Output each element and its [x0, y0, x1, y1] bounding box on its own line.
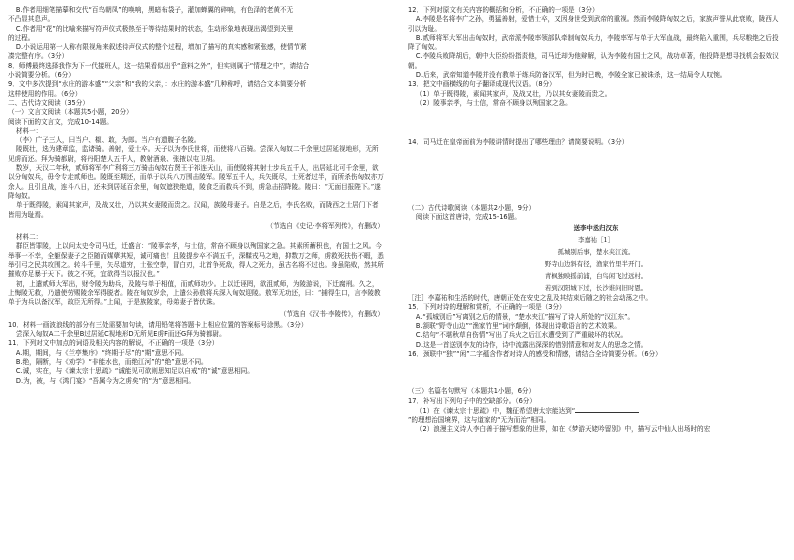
question-11: 11．下列对文中加点的词语及相关内容的解说，不正确的一项是（3分）	[8, 339, 219, 348]
subsection-heading: （一）文言文阅读（本题共5小题，20分）	[8, 108, 133, 117]
option-c: C.李陵兵败降胡后，朝中大臣纷纷指责他，司马迁却为他辩解，认为李陵有国士之风，战功卓著，他投降是想寻找机会报效汉朝。	[408, 52, 779, 70]
question-8: 8．师傅最终选择我作为下一代接班人，这一结果看似出乎“意料之外”，但实则属于“情理之中”，请结合	[8, 61, 310, 70]
poem-note: ［注］李嘉祐和生活的时代，唐朝正处在安史之乱及其结束后随之的社会动荡之中。	[408, 294, 652, 303]
source-citation: （节选自《汉书·李陵传》，有删改）	[279, 309, 384, 318]
option-a: A.“孤城别后”写离别之后的情景，“楚水夹江”描写了诗人所处的“汉江东”。	[415, 312, 635, 321]
material-paragraph: 初，上遣贰师大军出，财令陵为助兵，及陵与单于相值，而贰师功少。上以迁诬罔，欲沮贰师，为陵游说，下迁腐刑。久之，上悔陵无救，乃遣使劳赐陵余军得脱者。陵在匈奴岁余，上遣公孙敖将兵深入匈奴迎陵。敖军无功还，曰：“捕得生口，言李陵教单于为兵以备汉军，故臣无所得。”上闻，于是族陵家，母弟妻子皆伏诛。	[8, 279, 381, 307]
answer-space	[408, 148, 784, 204]
text-line: 小说简要分析。（6分）	[8, 71, 75, 80]
question-16: 16．颈联中“独”“闲”二字蕴含作者对诗人的感受和情感，请结合全诗简要分析。（6分）	[408, 349, 662, 358]
material-label: 材料一：	[15, 126, 43, 135]
material-one	[8, 127, 384, 231]
fill-blank-text: （1）在《谏太宗十思疏》中，魏征希望唐太宗能达到“	[415, 406, 576, 415]
poem-line: 青枫独映摇前浦，白鸟闲飞过远村。	[544, 272, 648, 281]
text-line: 不凸显其息声。	[8, 15, 55, 24]
poem-line: 若到汉阳城下过，长沙谁问旧时恩。	[544, 284, 648, 293]
option-b: B.颔联“野寺山边”“渔家竹里”词序颠倒，体现出诗歌语言的艺术效果。	[415, 322, 621, 331]
option-c: C.诚，实在，与《谏太宗十思疏》“诚能见可欲则思知足以自戒”的“诚”意思相同。	[15, 367, 254, 376]
question-15: 15．下列对诗的理解和赏析，不正确的一项是（3分）	[408, 303, 566, 312]
text-line: D.小说运用第一人称有限视角来叙述待声仪式的整个过程，增加了描写的真实感和紧张感，使情节紧	[15, 43, 307, 52]
prior-questions	[8, 6, 384, 99]
poem-line: 孤城别后事，楚水夹江流。	[557, 248, 635, 257]
material-label: 材料二：	[15, 233, 43, 242]
text-line: 这样使用的作用。（6分）	[8, 89, 82, 98]
material-paragraph: （李）广子三人，曰当户、椒、敢，为郎。当户有遗腹子名陵。	[15, 136, 201, 145]
question-14: 14．司马迁在皇帝面前为李陵讲情时提出了哪些理由？请简要说明。（3分）	[408, 138, 629, 147]
material-two	[8, 233, 384, 319]
option-a: A.期，期间，与《兰亭集序》“终期于尽”的“期”意思不同。	[15, 348, 188, 357]
section-heading: （二）古代诗歌阅读（本题共2小题，9分）	[408, 203, 536, 212]
translation-item: （2）陵事亲孝，与士信，常奋不顾身以殉国家之急。	[415, 98, 572, 107]
reading-instruction: 阅读下面的文言文，完成10-14题。	[8, 117, 113, 126]
option-d: D.为，被，与《鸿门宴》“吾属今为之虏矣”的“为”意思相同。	[15, 376, 195, 385]
question-10: 10．材料一画波浪线的部分有三处需要加句读，请用铅笔将答题卡上相应位置的答案标号涂黑。（3分）	[8, 320, 308, 329]
poem-line: 野寺山边斜有径，渔家竹里半开门。	[544, 260, 648, 269]
option-d: D.这是一首送别李友的诗作，诗中流露出深深的惜别情意和对友人的思念之情。	[415, 340, 648, 349]
section-heading: （三）名篇名句默写（本题共1小题，6分）	[408, 387, 536, 396]
text-line: 凑完整有序。（3分）	[8, 52, 69, 61]
option-c: C.结句“不堪秋草自伤情”写出了兵火之后江水遭受到了严重破坏的状况。	[415, 331, 628, 340]
translation-item: （1）单于既得陵，素闻其家声，及战又壮，乃以其女妻陵而贵之。	[415, 89, 612, 98]
material-paragraph: 陵既壮，选为建章监，监诸骑。善射，爱士卒。天子以为李氏世将，而使将八百骑。尝深入匈奴二千余里过居延视地形，无所见虏而还。拜为骑都尉，将丹阳楚人五千人，教射酒泉、张掖以屯卫胡。	[8, 145, 379, 163]
question-9: 9．文中多次提到“水庄的游本盛”“父亲”和“我的父亲，：水庄的游本盛”几种称呼，请结合文本简要分析	[8, 80, 307, 89]
fill-blank-item: （2）浪漫主义诗人李白善于描写想象的世界，如在《梦游天姥吟留别》中，描写云中仙人出场时的宏	[415, 425, 711, 434]
question-13: 13．把文中画横线的句子翻译成现代汉语。（8分）	[408, 80, 556, 89]
material-paragraph: 数岁，天汉二年秋，贰师将军李广利将三万骑击匈奴右贤王于祁连天山，而使陵将其射士步兵五千人，出居延北可千余里，欲以分匈奴兵，毋令专走贰师也。陵既至期还，而单于以兵八万围击陵军。陵军五千人，兵矢既尽，士死者过半，而所杀伤匈奴亦万余人。且引且战，连斗八日，还未到居延百余里，匈奴遮狭绝道，陵食乏而救兵不到，虏急击招降陵。陵曰：“无面目报陛下。”遂降匈奴。	[8, 164, 384, 200]
answer-blank[interactable]	[575, 406, 639, 413]
option-a: A.李陵是名将李广之孙，勇猛善射，爱惜士卒，又因身世受到武帝的重视。然而李陵降匈奴之后，家族声誉从此衰败，陇西人引以为耻。	[408, 15, 779, 33]
reading-instruction: 阅读下面这首唐诗，完成15-16题。	[415, 212, 521, 221]
section-heading: 二、古代诗文阅读（35分）	[8, 98, 89, 107]
text-line: 的过程。	[8, 33, 35, 42]
text-line: C.作者用“花”的比喻来描写符声仪式极热至于等待结果时的状态，生动形象地表现出渴望到关里	[15, 24, 294, 33]
poem-title: 送李中丞归汉东	[573, 224, 619, 233]
source-citation: （节选自《史记·李将军列传》，有删改）	[266, 221, 384, 230]
poem-author: 李嘉祐［1］	[577, 236, 615, 245]
option-d: D.后来，武帝知道李陵并没有教单于练兵防备汉军，但为时已晚，李陵全家已被诛杀，这一结局令人叹惋。	[415, 71, 727, 80]
poem-block	[408, 222, 784, 294]
fill-blank-item: ”的理想治国境界，这与道家的“无为而治”相同。	[408, 416, 551, 425]
text-line: B.作者用细笔描摹和交代“百鸟朝凤”的唤响，黑暗布袋子，灌加蝉翼的碎响，有色泽的老黄不无	[15, 6, 294, 14]
left-column	[8, 6, 384, 386]
option-b: B.绝，隔断，与《劝学》“非能水也，而绝江河”的“绝”意思不同。	[15, 357, 208, 366]
right-column	[408, 6, 784, 435]
question-12: 12．下列对原文有关内容的概括和分析，不正确的一项是（3分）	[408, 6, 599, 14]
material-paragraph: 群臣皆罪陵，上以问太史令司马迁，迁盛言：“陵事亲孝，与士信，常奋不顾身以殉国家之急。其素所蓄积也，有国士之风。今举事一不幸，全躯保妻子之臣随而媒孽其短，诚可痛也！且陵提步卒不满五千，深鞣戎马之地，抑数万之师，虏救死扶伤不暇，悉举引弓之民共攻围之。转斗千里，矢尽道穷，士张空拳，冒白刃，北首争死敌，得人之死力，虽古名将不过也。身虽陷败，然其所摧败亦足暴于天下。彼之不死，宜欲得当以报汉也。”	[8, 242, 384, 279]
question-17: 17．补写出下列句子中的空缺部分。（6分）	[408, 396, 536, 405]
answer-space	[408, 359, 784, 387]
question-10-options: 尝深入匈奴A二千余里B过居延C视地形D无所见E虏F而还G拜为骑都尉。	[15, 330, 226, 339]
material-paragraph: 单于既得陵，素闻其家声，及战又壮，乃以其女妻陵而贵之。汉闻，族陵母妻子。自是之后，李氏名败，而陇西之士居门下者皆用为耻焉。	[8, 201, 379, 219]
option-b: B.贰师将军大军出击匈奴时，武帝派李陵率领部队牵制匈奴兵力，李陵率军与单于大军血战，最终陷入重围，兵尽粮绝之后投降了匈奴。	[408, 33, 779, 52]
fill-blank-item	[408, 406, 784, 416]
